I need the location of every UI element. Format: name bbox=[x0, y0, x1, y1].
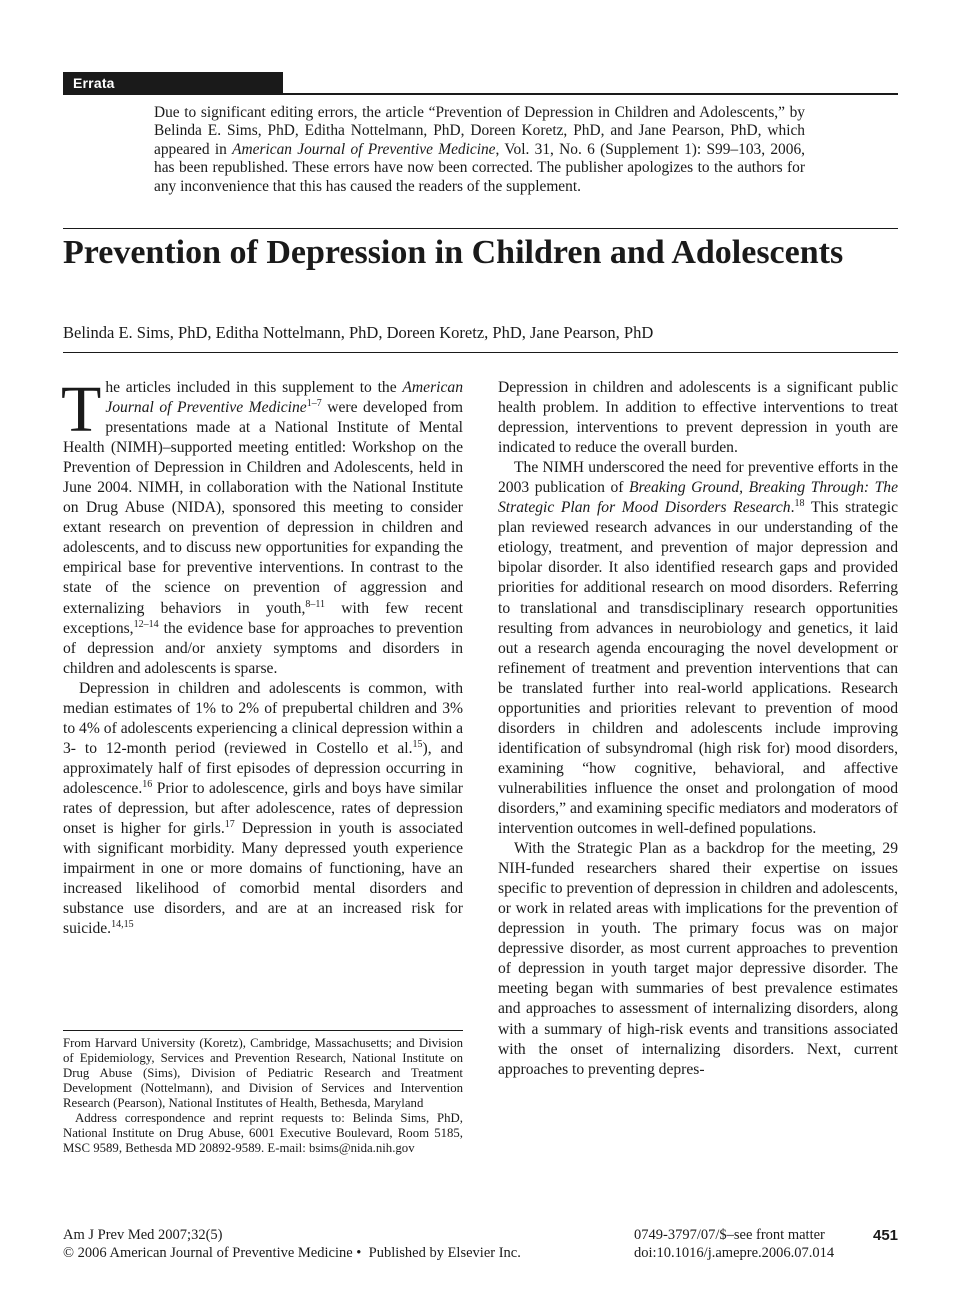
prevalence-paragraph bbox=[63, 679, 463, 940]
errata-notice-text-end: , Vol. 31, No. 6 (Supplement 1): S99–103, 2006, has been republished. These errors have now been corrected. The publisher apologizes to the authors for any inconvenience that this has caused the readers of the supplement. bbox=[154, 140, 805, 195]
errata-label-tab bbox=[63, 72, 283, 94]
citation-ref: 8–11 bbox=[305, 598, 326, 610]
issn-line: 0749-3797/07/$–see front matter bbox=[634, 1227, 825, 1243]
errata-label: Errata bbox=[73, 75, 115, 91]
doi-line: doi:10.1016/j.amepre.2006.07.014 bbox=[634, 1244, 835, 1261]
footer-left bbox=[63, 1227, 521, 1262]
errata-journal-name: American Journal of Preventive Medicine bbox=[232, 140, 496, 158]
strategic-plan-title: Breaking Ground, Breaking Through: The Strategic Plan for Mood Disorders Research bbox=[498, 479, 899, 517]
strategic-plan-paragraph bbox=[498, 458, 898, 839]
correspondence-note: Address correspondence and reprint requests to: Belinda Sims, PhD, National Institute on Drug Abuse, 6001 Executive Boulevard, Room 5185, MSC 9589, Bethesda MD 20892-9589. E-mail: bsims@nida.nih.gov bbox=[63, 1111, 463, 1155]
authors-bottom-rule bbox=[63, 352, 898, 353]
meeting-paragraph: With the Strategic Plan as a backdrop for the meeting, 29 NIH-funded researchers shared their expertise on issues specific to prevention of depression in children and adolescents, or work in related areas with implications for the prevention of depression in youth. The primary focus was on major depressive disorder, as most current approaches to prevention of depression in youth target major depressive disorder. The meeting began with summaries of best prevalence estimates and approaches to assessment of internalizing disorders, along with a summary of high-risk events and transitions associated with the onset of internalizing disorders. Next, current approaches to preventing depres- bbox=[498, 840, 898, 1078]
journal-name: American Journal of Preventive Medicine bbox=[105, 379, 463, 417]
text-run: The NIMH underscored the need for preventive efforts in the 2003 publication of bbox=[498, 459, 898, 497]
text-run: This strategic plan reviewed research advances in our understanding of the etiology, treatment, and prevention of major depression and bipolar disorder. It also identified research gaps and provided priorities for additional research on mood disorders. Referring to translational and transdisciplinary research opportunities resulting from advances in neurobiology and genetics, it laid out a research agenda encouraging the novel development or refinement of treatment and prevention interventions that can be translated further into real-world applications. Research opportunities and priorities relevant to prevention of mood disorders in children and adolescents include improving identification of subsyndromal (high risk for) mood disorders, examining “how cognitive, behavioral, and affective vulnerabilities influence the onset and prolongation of mood disorders,” and examining specific mediators and moderators of intervention outcomes in well-defined populations. bbox=[498, 499, 898, 838]
citation-ref: 14,15 bbox=[111, 919, 134, 931]
errata-rule bbox=[63, 93, 898, 95]
article-authors: Belinda E. Sims, PhD, Editha Nottelmann, PhD, Doreen Koretz, PhD, Jane Pearson, PhD bbox=[63, 323, 654, 342]
journal-citation: Am J Prev Med 2007;32(5) bbox=[63, 1227, 223, 1243]
citation-ref: 17 bbox=[224, 819, 235, 831]
citation-ref: 16 bbox=[142, 778, 153, 790]
left-column bbox=[61, 373, 463, 939]
right-column bbox=[498, 378, 898, 1080]
citation-ref: 15 bbox=[412, 738, 423, 750]
text-run: were developed from presentations made at a National Institute of Mental Health (NIMH)–supported meeting entitled: Workshop on the Prevention of Depression in Children and Adolescents, held in June 2004. NIMH, in collaboration with the National Institute on Drug Abuse (NIDA), sponsored this meeting to consider extant research on prevention of depression in children and adolescents, and to discuss new opportunities for expanding the empirical base for preventive interventions. In contrast to the state of the science on prevention of aggression and externalizing behaviors in youth, bbox=[63, 399, 463, 617]
separator-bullet: • bbox=[356, 1244, 362, 1261]
affiliations-note: From Harvard University (Koretz), Cambridge, Massachusetts; and Division of Epidemiology, Services and Prevention Research, National Institute on Drug Abuse (Sims), Division of Pediatric Research and Treatment Development (Nottelmann), and Division of Services and Intervention Research (Pearson), National Institutes of Health, Bethesda, Maryland bbox=[63, 1036, 463, 1110]
footnote-rule bbox=[63, 1030, 463, 1031]
citation-ref: 1–7 bbox=[306, 398, 322, 410]
citation-ref: 18 bbox=[794, 498, 805, 510]
article-title: Prevention of Depression in Children and Adolescents bbox=[63, 234, 844, 271]
text-run: he articles included in this supplement to the bbox=[105, 379, 403, 396]
text-run: the evidence base for approaches to prevention of depression and/or anxiety symptoms and disorders in children and adolescents is sparse. bbox=[63, 619, 463, 677]
intro-paragraph bbox=[61, 373, 463, 679]
footnote bbox=[63, 1036, 463, 1156]
footer-right bbox=[634, 1227, 834, 1262]
drop-cap: T bbox=[61, 373, 102, 446]
errata-notice bbox=[154, 104, 805, 196]
text-run: Prior to adolescence, girls and boys have similar rates of depression, but after adolescence, rates of depression onset is higher for girls. bbox=[63, 779, 463, 838]
title-top-rule bbox=[63, 228, 898, 229]
text-run: Depression in children and adolescents is common, with median estimates of 1% to 2% of prepubertal children and 3% to 4% of adolescents experiencing a clinical depression within a 3- to 12-month period (reviewed in Costello et al. bbox=[63, 679, 463, 757]
burden-paragraph: Depression in children and adolescents is a significant public health problem. In addition to effective interventions to treat depression, interventions to prevent depression in youth are indicated to reduce the overall burden. bbox=[498, 379, 898, 457]
citation-ref: 12–14 bbox=[133, 618, 159, 630]
copyright: © 2006 American Journal of Preventive Medicine bbox=[63, 1244, 353, 1261]
text-run: Depression in youth is associated with significant morbidity. Many depressed youth experience impairment in one or more domains of functioning, have an increased likelihood of comorbid mental disorders and substance use disorders, and are at an increased risk for suicide. bbox=[63, 820, 463, 938]
copyright-line bbox=[63, 1245, 521, 1263]
text-run: ), and approximately half of first episodes of depression occurring in adolescence. bbox=[63, 739, 463, 797]
page-number: 451 bbox=[873, 1227, 899, 1244]
publisher: Published by Elsevier Inc. bbox=[368, 1244, 521, 1261]
text-run: . bbox=[790, 499, 795, 517]
text-run: with few recent exceptions, bbox=[63, 599, 463, 637]
errata-notice-text: Due to significant editing errors, the article “Prevention of Depression in Children and Adolescents,” by Belinda E. Sims, PhD, Editha Nottelmann, PhD, Doreen Koretz, PhD, and Jane Pearson, PhD, which appeared in bbox=[154, 104, 805, 158]
